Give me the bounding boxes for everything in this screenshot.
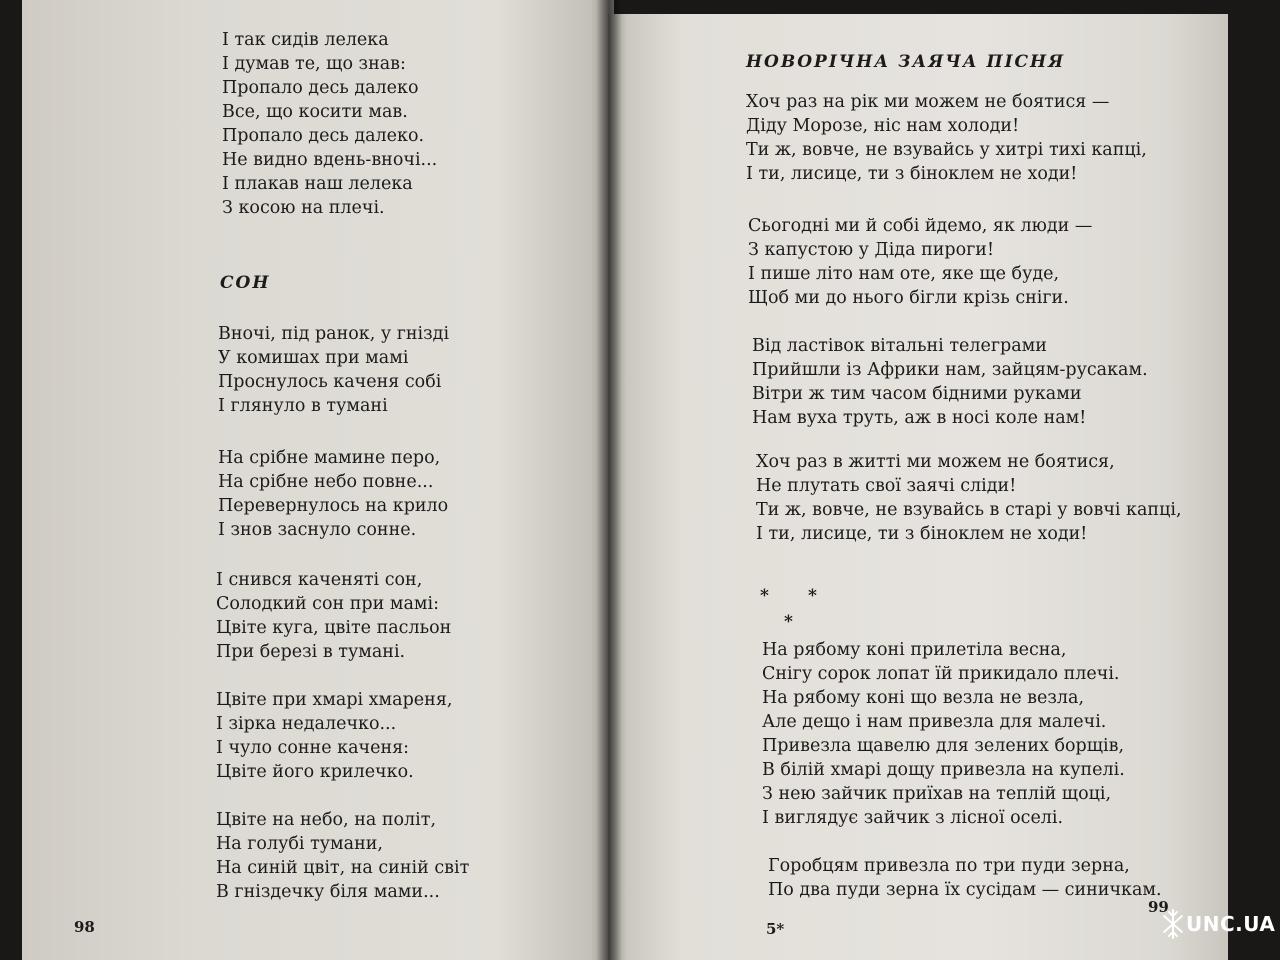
poem-line: З косою на плечі. [222,198,385,218]
left-page [22,0,614,960]
asterisk: * [760,586,769,606]
poem-line: Все, що косити мав. [222,102,408,122]
poem-line: Горобцям привезла по три пуди зерна, [768,856,1130,876]
poem-line: І снився каченяті сон, [216,570,423,590]
poem-line: І плакав наш лелека [222,174,413,194]
poem-line: В гніздечку біля мами... [216,882,440,902]
poem-line: Але дещо і нам привезла для малечі. [762,712,1107,732]
stanza [752,334,1148,430]
poem-line: У комишах при мамі [218,348,409,368]
poem-line: Солодкий сон при мамі: [216,594,439,614]
poem-line: Хоч раз на рік ми можем не боятися — [746,92,1110,112]
poem-line: Сьогодні ми й собі йдемо, як люди — [748,216,1093,236]
poem-line: Щоб ми до нього бігли крізь сніги. [748,288,1069,308]
poem-line: Цвіте при хмарі хмареня, [216,690,453,710]
stanza [768,854,1162,902]
poem-line: Вітри ж тим часом бідними руками [752,384,1082,404]
stanza [218,446,448,542]
poem-line: Прийшли із Африки нам, зайцям-русакам. [752,360,1148,380]
poem-line: На рябому коні що везла не везла, [762,688,1085,708]
poem-line: Ти ж, вовче, не взувайсь в старі у вовчі капці, [756,500,1182,520]
asterisk: * [808,586,817,606]
poem-line: На голубі тумани, [216,834,383,854]
snowflake-logo-icon [1162,906,1184,942]
poem-line: Пропало десь далеко [222,78,419,98]
poem-line: В білій хмарі дощу привезла на купелі. [762,760,1125,780]
poem-line: І пише літо нам оте, яке ще буде, [748,264,1060,284]
watermark-text: UNC.UA [1186,912,1276,936]
poem-line: І знов заснуло сонне. [218,520,417,540]
poem-line: Від ластівок вітальні телеграми [752,336,1047,356]
poem-title: СОН [220,273,271,293]
poem-line: Не плутать свої заячі сліди! [756,476,1017,496]
asterisk: * [784,612,793,632]
poem-line: І глянуло в тумані [218,396,388,416]
page-number: 98 [74,918,95,936]
stanza [762,638,1125,830]
poem-line: На срібне небо повне... [218,472,434,492]
poem-line: По два пуди зерна їх сусідам — синичкам. [768,880,1162,900]
poem-line: І виглядує зайчик з лісної оселі. [762,808,1064,828]
stanza [218,322,449,418]
poem-line: Нам вуха труть, аж в носі коле нам! [752,408,1087,428]
poem-line: І зірка недалечко... [216,714,397,734]
book-spine [596,0,622,960]
signature-mark: 5* [766,920,785,938]
poem-line: Вночі, під ранок, у гнізді [218,324,450,344]
poem-line: Цвіте куга, цвіте пасльон [216,618,452,638]
poem-line: Ти ж, вовче, не взувайсь у хитрі тихі капці, [746,140,1147,160]
right-page [608,14,1228,960]
stanza [222,28,437,220]
poem-line: Не видно вдень-вночі... [222,150,438,170]
poem-line: Цвіте його крилечко. [216,762,414,782]
poem-line: І так сидів лелека [222,30,389,50]
poem-line: І чуло сонне каченя: [216,738,410,758]
stanza [216,568,451,664]
poem-line: З капустою у Діда пироги! [748,240,994,260]
poem-line: І ти, лисице, ти з біноклем не ходи! [746,164,1078,184]
watermark [1160,898,1275,954]
stanza [216,688,452,784]
stanza [748,214,1092,310]
poem-line: На синій цвіт, на синій світ [216,858,470,878]
poem-line: Проснулось каченя собі [218,372,442,392]
stanza [756,450,1182,546]
poem-line: Перевернулось на крило [218,496,449,516]
stanza [746,90,1147,186]
poem-line: Цвіте на небо, на політ, [216,810,437,830]
poem-title: НОВОРІЧНА ЗАЯЧА ПІСНЯ [746,52,1066,72]
poem-line: І думав те, що знав: [222,54,406,74]
poem-line: Снігу сорок лопат їй прикидало плечі. [762,664,1120,684]
poem-line: І ти, лисице, ти з біноклем не ходи! [756,524,1088,544]
poem-line: При березі в тумані. [216,642,406,662]
poem-line: На рябому коні прилетіла весна, [762,640,1067,660]
page-number: 99 [1148,898,1169,916]
poem-line: З нею зайчик приїхав на теплій щоці, [762,784,1112,804]
stanza [216,808,469,904]
poem-line: Привезла щавелю для зелених борщів, [762,736,1125,756]
poem-line: Діду Морозе, ніс нам холоди! [746,116,1020,136]
poem-line: Пропало десь далеко. [222,126,425,146]
poem-line: На срібне мамине перо, [218,448,441,468]
poem-line: Хоч раз в житті ми можем не боятися, [756,452,1115,472]
